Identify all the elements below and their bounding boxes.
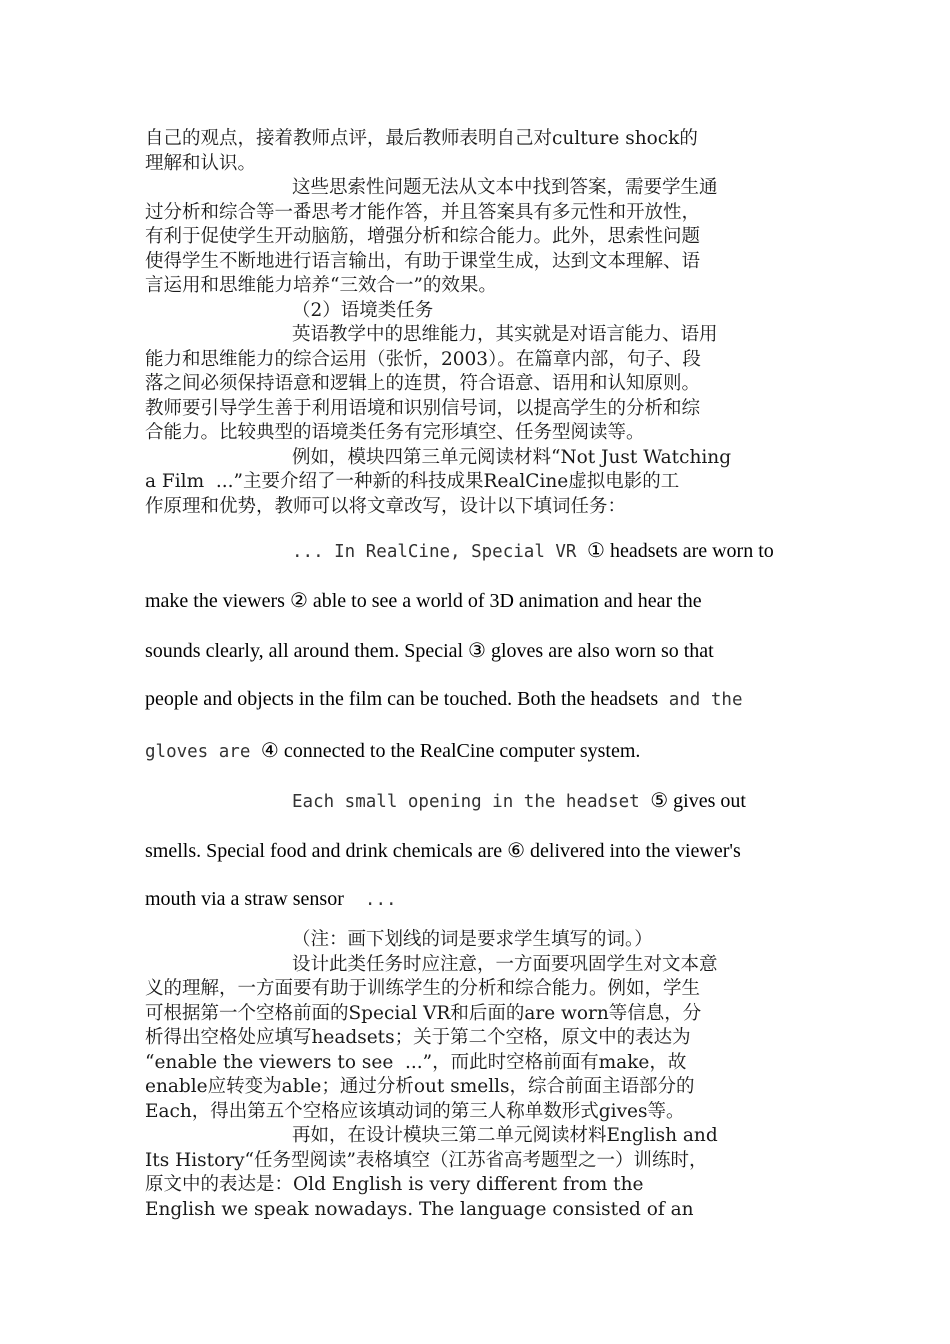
text-line: Each，得出第五个空格应该填动词的第三人称单数形式gives等。 — [145, 1100, 685, 1122]
text-line: （注：画下划线的词是要求学生填写的词。） — [292, 929, 653, 950]
text-line: 过分析和综合等一番思考才能作答，并且答案具有多元性和开放性， — [145, 201, 701, 223]
text-line: 理解和认识。 — [145, 152, 257, 174]
text-line: 再如，在设计模块三第二单元阅读材料English and — [292, 1125, 718, 1146]
exercise-serif-text: sounds clearly, all around them. Special ③ gloves are also worn so that — [145, 640, 714, 662]
text-line: 合能力。比较典型的语境类任务有完形填空、任务型阅读等。 — [145, 422, 645, 443]
text-line: 析得出空格处应填写headsets；关于第二个空格，原文中的表达为 — [145, 1027, 691, 1048]
text-line: Its History“任务型阅读”表格填空（江苏省高考题型之一）训练时， — [145, 1149, 708, 1171]
text-line: 义的理解，一方面要有助于训练学生的分析和综合能力。例如，学生 — [145, 978, 701, 999]
text-line: “enable the viewers to see ...”，而此时空格前面有make，故 — [145, 1051, 687, 1073]
exercise-mono-text: and the — [658, 690, 743, 710]
exercise-serif-text: ⑤ gives out — [650, 790, 746, 812]
text-line: 有利于促使学生开动脑筋，增强分析和综合能力。此外，思索性问题 — [145, 226, 701, 247]
text-line: 言运用和思维能力培养“三效合一”的效果。 — [145, 275, 497, 296]
exercise-mono-text: ... In RealCine, Special VR — [292, 542, 588, 562]
text-line: enable应转变为able；通过分析out smells，综合前面主语部分的 — [145, 1076, 695, 1097]
exercise-line — [145, 588, 702, 613]
exercise-serif-text: ④ connected to the RealCine computer system. — [260, 740, 641, 762]
exercise-line — [145, 738, 640, 763]
text-line: 可根据第一个空格前面的Special VR和后面的are worn等信息，分 — [145, 1002, 702, 1024]
text-line: 这些思索性问题无法从文本中找到答案，需要学生通 — [292, 177, 718, 198]
exercise-serif-text: smells. Special food and drink chemicals are ⑥ delivered into the viewer's — [145, 840, 741, 862]
text-line: 例如，模块四第三单元阅读材料“Not Just Watching — [292, 446, 732, 468]
text-line: 落之间必须保持语意和逻辑上的连贯，符合语意、语用和认知原则。 — [145, 373, 701, 394]
exercise-serif-text: mouth via a straw sensor — [145, 888, 344, 910]
exercise-line — [145, 638, 714, 663]
body-text-bottom — [145, 928, 825, 1222]
exercise-serif-text: make the viewers ② able to see a world of 3D animation and hear the — [145, 590, 702, 612]
exercise-serif-text: people and objects in the film can be touched. Both the headsets — [145, 688, 659, 710]
exercise-serif-text: ① headsets are worn to — [587, 540, 774, 562]
text-line: English we speak nowadays. The language consisted of an — [145, 1198, 694, 1220]
exercise-line — [145, 688, 742, 711]
text-line: 能力和思维能力的综合运用（张忻，2003）。在篇章内部，句子、段 — [145, 348, 701, 370]
exercise-line — [292, 538, 774, 563]
text-line: 原文中的表达是：Old English is very different from the — [145, 1174, 644, 1195]
exercise-mono-text: ... — [343, 890, 397, 910]
text-line: （2）语境类任务 — [292, 299, 434, 321]
text-line: 作原理和优势，教师可以将文章改写，设计以下填词任务： — [145, 495, 627, 517]
exercise-line — [292, 788, 746, 813]
text-line: 设计此类任务时应注意，一方面要巩固学生对文本意 — [292, 953, 718, 975]
text-line: 英语教学中的思维能力，其实就是对语言能力、语用 — [292, 324, 718, 345]
exercise-line — [145, 888, 397, 911]
text-line: 使得学生不断地进行语言输出，有助于课堂生成，达到文本理解、语 — [145, 250, 701, 272]
body-text-top — [145, 127, 825, 519]
text-line: a Film ...”主要介绍了一种新的科技成果RealCine虚拟电影的工 — [145, 471, 680, 492]
exercise-line — [145, 838, 741, 863]
exercise-mono-text: Each small opening in the headset — [292, 792, 651, 812]
exercise-mono-text: gloves are — [145, 742, 261, 762]
text-line: 教师要引导学生善于利用语境和识别信号词，以提高学生的分析和综 — [145, 397, 701, 419]
text-line: 自己的观点，接着教师点评，最后教师表明自己对culture shock的 — [145, 128, 698, 149]
